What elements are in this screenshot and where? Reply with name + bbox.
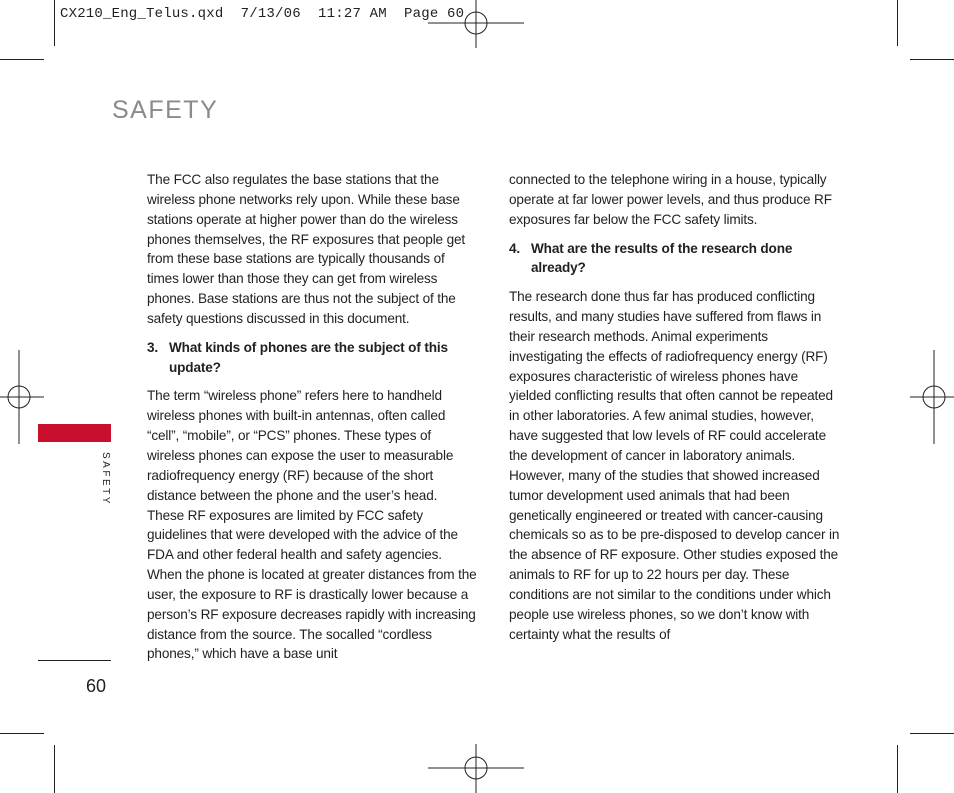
crop-mark-top-left-horizontal <box>0 59 44 60</box>
registration-mark-right <box>910 350 954 444</box>
body-paragraph: The research done thus far has produced conflicting results, and many studies have suffered from flaws in their research methods. Animal experiments investigating the effects of radiofrequency energy (RF) exposures characteristic of wireless phones have yielded conflicting results that often cannot be repeated in other laboratories. A few animal studies, however, have suggested that low levels of RF could accelerate the development of cancer in laboratory animals. However, many of the studies that showed increased tumor development used animals that had been genetically engineered or treated with cancer-causing chemicals so as to be pre-disposed to develop cancer in the absence of RF exposure. Other studies exposed the animals to RF for up to 22 hours per day. These conditions are not similar to the conditions under which people use wireless phones, so we don’t know with certainty what the results of <box>509 289 840 642</box>
crop-mark-top-right-vertical <box>897 0 898 46</box>
question-heading <box>509 239 841 279</box>
crop-mark-top-left-vertical <box>54 0 55 46</box>
body-paragraph: The FCC also regulates the base stations that the wireless phone networks rely upon. While these base stations operate at higher power than do the wireless phones themselves, the RF exposures that people get from these base stations are typically thousands of times lower than those they can get from wireless phones. Base stations are thus not the subject of the safety questions discussed in this document. <box>147 172 466 326</box>
print-slug: CX210_Eng_Telus.qxd 7/13/06 11:27 AM Page 60 <box>60 6 465 22</box>
crop-mark-bottom-left-vertical <box>54 745 55 793</box>
right-column <box>509 170 841 644</box>
registration-mark-top <box>428 0 524 48</box>
page-title: SAFETY <box>112 96 219 124</box>
crop-mark-bottom-right-horizontal <box>910 733 954 734</box>
question-heading <box>147 338 477 378</box>
section-tab-label: SAFETY <box>100 452 111 506</box>
body-paragraph: The term “wireless phone” refers here to handheld wireless phones with built-in antennas, often called “cell”, “mobile”, or “PCS” phones. These types of wireless phones can expose the user to measurable radiofrequency energy (RF) because of the short distance between the phone and the user’s head. These RF exposures are limited by FCC safety guidelines that were developed with the advice of the FDA and other federal health and safety agencies. When the phone is located at greater distances from the user, the exposure to RF is drastically lower because a person’s RF exposure decreases rapidly with increasing distance from the source. The socalled “cordless phones,” which have a base unit <box>147 388 477 662</box>
crop-mark-bottom-left-horizontal <box>0 733 44 734</box>
question-number: 3. <box>147 339 159 355</box>
crop-mark-bottom-right-vertical <box>897 745 898 793</box>
section-tab-bar <box>38 424 111 442</box>
question-text: What kinds of phones are the subject of this update? <box>169 339 448 375</box>
question-number: 4. <box>509 240 521 256</box>
crop-mark-top-right-horizontal <box>910 59 954 60</box>
footer-rule <box>38 660 111 661</box>
page-number: 60 <box>86 676 107 696</box>
question-text: What are the results of the research done already? <box>531 240 793 276</box>
registration-mark-bottom <box>428 744 524 793</box>
left-column <box>147 170 477 664</box>
body-paragraph: connected to the telephone wiring in a house, typically operate at far lower power levels, and thus produce RF exposures far below the FCC safety limits. <box>509 172 832 227</box>
